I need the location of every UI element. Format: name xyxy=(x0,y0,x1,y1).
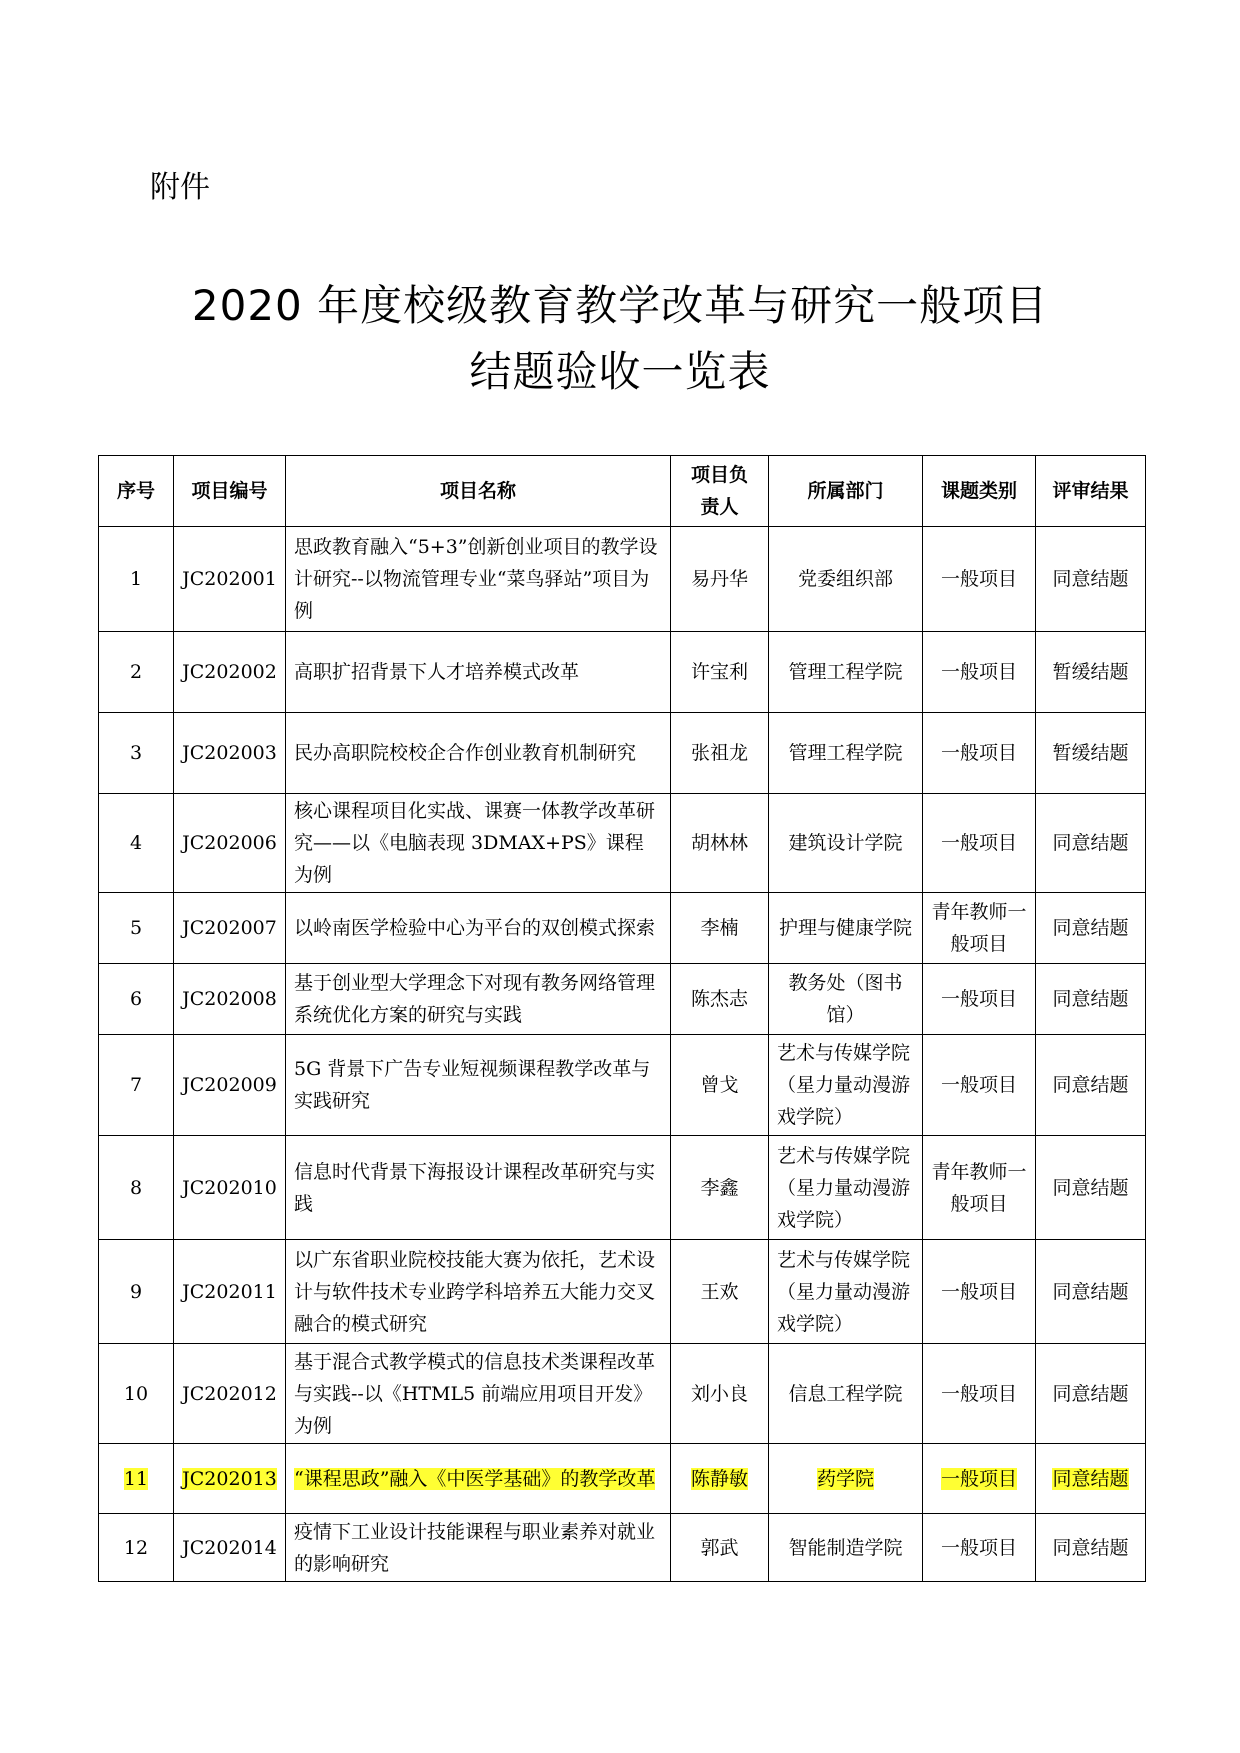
cell-seq: 8 xyxy=(99,1136,174,1240)
cell-dept xyxy=(769,1444,923,1514)
cell-dept: 艺术与传媒学院（星力量动漫游戏学院） xyxy=(769,1136,923,1240)
cell-leader: 张祖龙 xyxy=(671,713,769,794)
cell-result: 同意结题 xyxy=(1036,1344,1146,1444)
table-header-row xyxy=(99,456,1146,527)
cell-dept: 智能制造学院 xyxy=(769,1514,923,1582)
cell-result: 暂缓结题 xyxy=(1036,632,1146,713)
cell-category: 一般项目 xyxy=(923,1344,1036,1444)
cell-code: JC202007 xyxy=(174,893,286,964)
cell-code: JC202010 xyxy=(174,1136,286,1240)
table-row-highlighted xyxy=(99,1444,1146,1514)
highlight-category: 一般项目 xyxy=(940,1467,1017,1490)
cell-name: 疫情下工业设计技能课程与职业素养对就业的影响研究 xyxy=(286,1514,671,1582)
table-row xyxy=(99,893,1146,964)
cell-result: 同意结题 xyxy=(1036,893,1146,964)
cell-seq: 9 xyxy=(99,1240,174,1344)
highlight-dept: 药学院 xyxy=(816,1467,874,1490)
header-name: 项目名称 xyxy=(286,456,671,527)
cell-name: 高职扩招背景下人才培养模式改革 xyxy=(286,632,671,713)
cell-name: 以广东省职业院校技能大赛为依托，艺术设计与软件技术专业跨学科培养五大能力交叉融合的模式研究 xyxy=(286,1240,671,1344)
header-code: 项目编号 xyxy=(174,456,286,527)
cell-dept: 建筑设计学院 xyxy=(769,794,923,893)
document-title-line1: 2020 年度校级教育教学改革与研究一般项目 xyxy=(191,281,1049,330)
cell-result: 暂缓结题 xyxy=(1036,713,1146,794)
cell-leader: 胡林林 xyxy=(671,794,769,893)
cell-leader: 许宝利 xyxy=(671,632,769,713)
cell-result: 同意结题 xyxy=(1036,1035,1146,1136)
header-leader xyxy=(671,456,769,527)
table-row xyxy=(99,1240,1146,1344)
highlight-code: JC202013 xyxy=(182,1467,277,1490)
cell-seq: 2 xyxy=(99,632,174,713)
table-row xyxy=(99,632,1146,713)
cell-code: JC202002 xyxy=(174,632,286,713)
cell-dept: 信息工程学院 xyxy=(769,1344,923,1444)
cell-seq: 12 xyxy=(99,1514,174,1582)
cell-code: JC202006 xyxy=(174,794,286,893)
cell-code: JC202009 xyxy=(174,1035,286,1136)
highlight-leader: 陈静敏 xyxy=(690,1467,748,1490)
cell-dept: 管理工程学院 xyxy=(769,632,923,713)
cell-leader: 陈杰志 xyxy=(671,964,769,1035)
cell-result: 同意结题 xyxy=(1036,527,1146,632)
cell-leader: 郭武 xyxy=(671,1514,769,1582)
table-row xyxy=(99,794,1146,893)
cell-leader: 王欢 xyxy=(671,1240,769,1344)
cell-leader: 李楠 xyxy=(671,893,769,964)
cell-category: 一般项目 xyxy=(923,794,1036,893)
cell-category: 一般项目 xyxy=(923,964,1036,1035)
table-row xyxy=(99,1136,1146,1240)
cell-category: 青年教师一般项目 xyxy=(923,893,1036,964)
cell-category: 一般项目 xyxy=(923,1240,1036,1344)
cell-name: 思政教育融入“5+3”创新创业项目的教学设计研究--以物流管理专业“菜鸟驿站”项目为例 xyxy=(286,527,671,632)
cell-name: 基于混合式教学模式的信息技术类课程改革与实践--以《HTML5 前端应用项目开发》为例 xyxy=(286,1344,671,1444)
cell-name: 以岭南医学检验中心为平台的双创模式探索 xyxy=(286,893,671,964)
cell-category: 一般项目 xyxy=(923,713,1036,794)
project-table xyxy=(98,455,1146,1582)
attachment-label: 附件 xyxy=(150,170,210,205)
header-leader-line1: 项目负 xyxy=(690,464,748,486)
table-row xyxy=(99,527,1146,632)
cell-name: 核心课程项目化实战、课赛一体教学改革研究——以《电脑表现 3DMAX+PS》课程为例 xyxy=(286,794,671,893)
cell-seq: 5 xyxy=(99,893,174,964)
highlight-result: 同意结题 xyxy=(1052,1467,1129,1490)
highlight-seq: 11 xyxy=(123,1467,149,1490)
cell-result: 同意结题 xyxy=(1036,1136,1146,1240)
table-row xyxy=(99,964,1146,1035)
cell-dept: 艺术与传媒学院（星力量动漫游戏学院） xyxy=(769,1240,923,1344)
cell-result xyxy=(1036,1444,1146,1514)
table-row xyxy=(99,1035,1146,1136)
cell-leader: 刘小良 xyxy=(671,1344,769,1444)
highlight-name: “课程思政”融入《中医学基础》的教学改革 xyxy=(294,1467,656,1490)
cell-category: 一般项目 xyxy=(923,1035,1036,1136)
cell-dept: 护理与健康学院 xyxy=(769,893,923,964)
cell-leader: 曾戈 xyxy=(671,1035,769,1136)
cell-code: JC202001 xyxy=(174,527,286,632)
cell-category: 一般项目 xyxy=(923,527,1036,632)
cell-name xyxy=(286,1444,671,1514)
cell-seq: 1 xyxy=(99,527,174,632)
cell-dept: 党委组织部 xyxy=(769,527,923,632)
cell-seq: 3 xyxy=(99,713,174,794)
cell-dept: 艺术与传媒学院（星力量动漫游戏学院） xyxy=(769,1035,923,1136)
cell-code xyxy=(174,1444,286,1514)
table-row xyxy=(99,1344,1146,1444)
header-result: 评审结果 xyxy=(1036,456,1146,527)
cell-code: JC202014 xyxy=(174,1514,286,1582)
cell-dept: 管理工程学院 xyxy=(769,713,923,794)
header-category: 课题类别 xyxy=(923,456,1036,527)
table-row xyxy=(99,1514,1146,1582)
cell-result: 同意结题 xyxy=(1036,794,1146,893)
cell-leader xyxy=(671,1444,769,1514)
cell-code: JC202011 xyxy=(174,1240,286,1344)
cell-leader: 李鑫 xyxy=(671,1136,769,1240)
cell-name: 5G 背景下广告专业短视频课程教学改革与实践研究 xyxy=(286,1035,671,1136)
cell-name: 民办高职院校校企合作创业教育机制研究 xyxy=(286,713,671,794)
table-row xyxy=(99,713,1146,794)
cell-seq: 7 xyxy=(99,1035,174,1136)
cell-code: JC202003 xyxy=(174,713,286,794)
cell-category: 一般项目 xyxy=(923,632,1036,713)
cell-seq: 4 xyxy=(99,794,174,893)
cell-name: 信息时代背景下海报设计课程改革研究与实践 xyxy=(286,1136,671,1240)
cell-result: 同意结题 xyxy=(1036,1240,1146,1344)
header-leader-line2: 责人 xyxy=(700,496,739,518)
cell-result: 同意结题 xyxy=(1036,964,1146,1035)
cell-seq: 6 xyxy=(99,964,174,1035)
cell-dept: 教务处（图书馆） xyxy=(769,964,923,1035)
cell-code: JC202008 xyxy=(174,964,286,1035)
document-title-line2: 结题验收一览表 xyxy=(469,347,771,396)
cell-result: 同意结题 xyxy=(1036,1514,1146,1582)
cell-seq: 10 xyxy=(99,1344,174,1444)
cell-category: 一般项目 xyxy=(923,1514,1036,1582)
cell-name: 基于创业型大学理念下对现有教务网络管理系统优化方案的研究与实践 xyxy=(286,964,671,1035)
header-seq: 序号 xyxy=(99,456,174,527)
cell-code: JC202012 xyxy=(174,1344,286,1444)
cell-leader: 易丹华 xyxy=(671,527,769,632)
header-dept: 所属部门 xyxy=(769,456,923,527)
cell-category xyxy=(923,1444,1036,1514)
cell-category: 青年教师一般项目 xyxy=(923,1136,1036,1240)
cell-seq xyxy=(99,1444,174,1514)
